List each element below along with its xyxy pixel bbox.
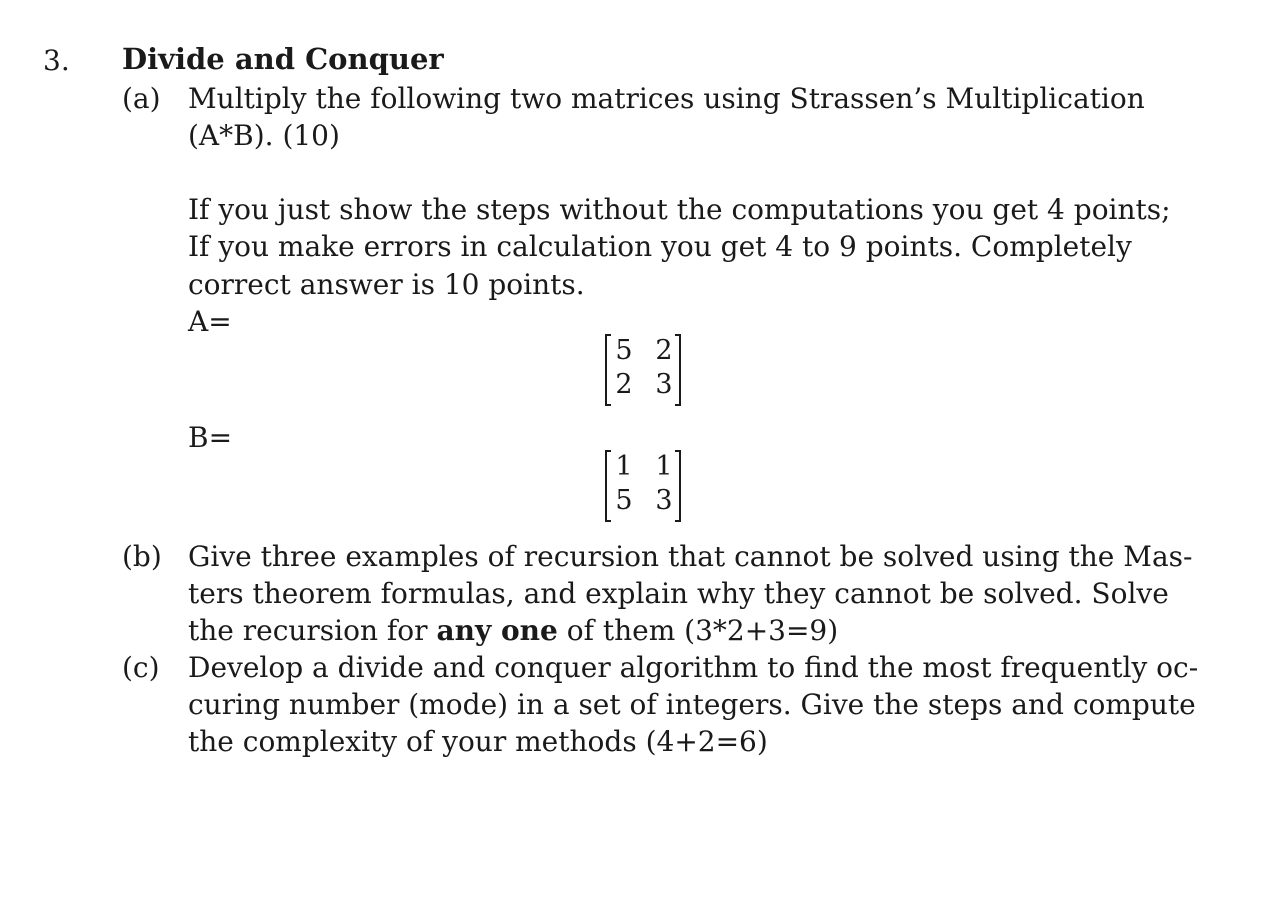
part-c-label: (c) [122,651,160,684]
part-c-line-1: Develop a divide and conquer algorithm to find the most frequently oc- [188,651,1199,684]
part-b-line-3-start: the recursion for [188,614,437,647]
part-a-label: (a) [122,82,161,115]
part-b-line-2: ters theorem formulas, and explain why they cannot be solved. Solve [188,577,1169,610]
part-a-line-2: (A*B). (10) [188,119,340,152]
matrix-b-label: B= [188,421,233,454]
part-c-line-3: the complexity of your methods (4+2=6) [188,725,768,758]
matrix-a-cell: 5 [615,335,633,366]
part-b-line-3-end: of them (3*2+3=9) [557,614,839,647]
matrix-b-cell: 1 [615,451,633,482]
matrix-b-cell: 5 [615,485,633,516]
matrix-a-cell: 2 [655,335,673,366]
part-b-line-3 [188,612,838,649]
question-title: Divide and Conquer [122,42,444,76]
part-a-line-1: Multiply the following two matrices using Strassen’s Multiplication [188,82,1145,115]
matrix-a-right-bracket [675,334,681,406]
matrix-b-left-bracket [605,450,611,522]
matrix-a-left-bracket [605,334,611,406]
matrix-a-cell: 3 [655,369,673,400]
matrix-b [605,450,681,522]
question-number: 3. [43,44,70,77]
part-a-rubric-line-1: If you just show the steps without the computations you get 4 points; [188,193,1171,226]
matrix-a-cell: 2 [615,369,633,400]
matrix-b-right-bracket [675,450,681,522]
part-a-rubric-line-2: If you make errors in calculation you get 4 to 9 points. Completely [188,230,1132,263]
part-b-label: (b) [122,540,162,573]
part-a-rubric-line-3: correct answer is 10 points. [188,268,585,301]
part-b-emphasis: any one [436,614,558,647]
part-c-line-2: curing number (mode) in a set of integers. Give the steps and compute [188,688,1196,721]
matrix-a [605,334,681,406]
part-b-line-1: Give three examples of recursion that cannot be solved using the Mas- [188,540,1193,573]
matrix-b-cell: 1 [655,451,673,482]
matrix-b-cell: 3 [655,485,673,516]
matrix-a-label: A= [188,305,232,338]
